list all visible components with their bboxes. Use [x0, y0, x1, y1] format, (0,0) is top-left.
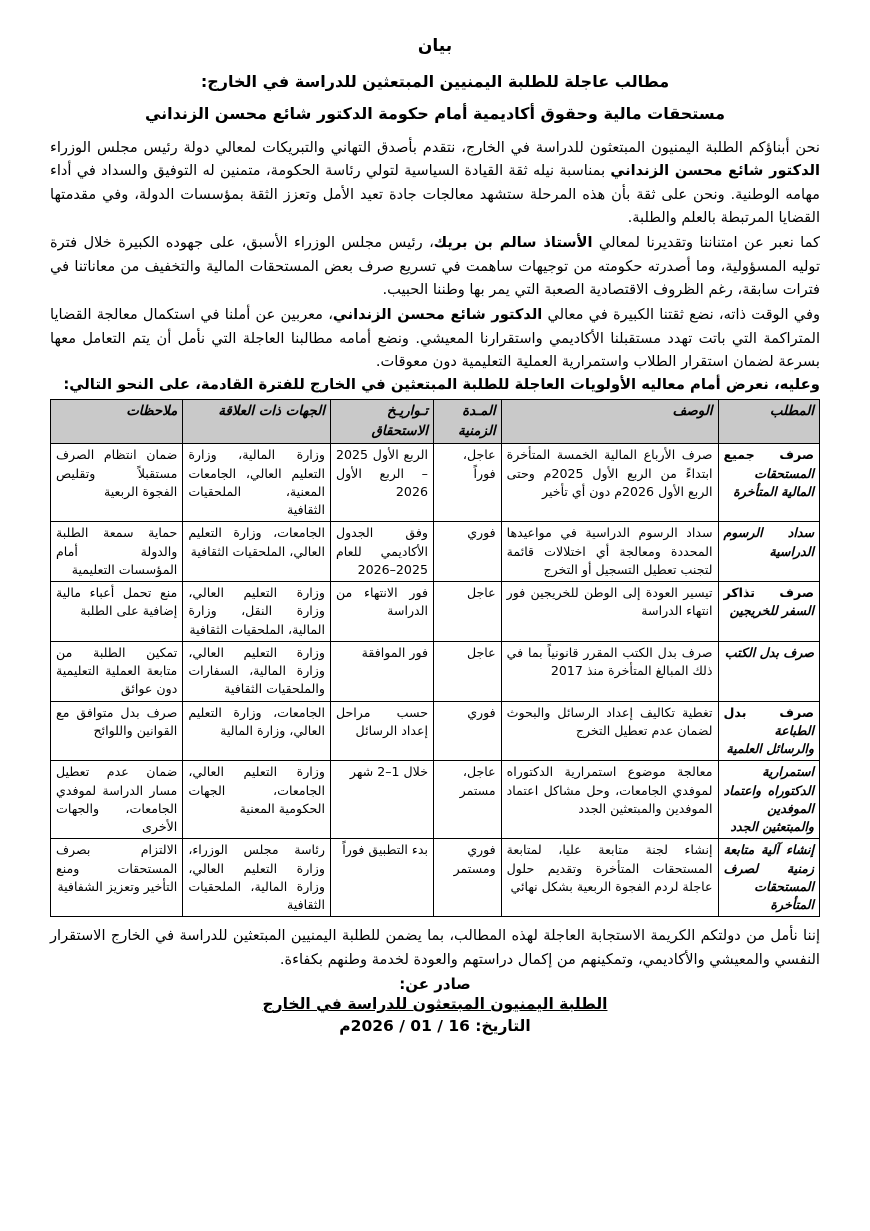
text-segment: الطباعة والرسائل العلمية	[726, 722, 814, 757]
text-segment: نحن أبناؤكم الطلبة اليمنيون المبتعثون للدراسة في الخارج، نتقدم بأصدق التهاني والتبريكات لمعالي دولة رئيس مجلس الوزراء	[50, 139, 820, 156]
cell-tawarikh: فور الانتهاء من الدراسة	[330, 582, 433, 642]
table-body	[51, 444, 820, 917]
cell-wasf: تغطية تكاليف إعداد الرسائل والبحوث لضمان عدم تعطيل التخرج	[501, 701, 718, 761]
issued-by-label: صادر عن:	[399, 975, 471, 993]
cell-tawarikh: فور الموافقة	[330, 641, 433, 701]
cell-mudda: عاجل	[433, 641, 501, 701]
cell-mulahazat: ضمان عدم تعطيل مسار الدراسة لموفدي الجامعات، والجهات الأخرى	[51, 761, 183, 839]
issuer-name: الطلبة اليمنيون المبتعثون للدراسة في الخارج	[262, 995, 608, 1013]
cell-mudda: فوري	[433, 522, 501, 582]
cell-matlab	[718, 641, 820, 701]
cell-jihat: رئاسة مجلس الوزراء، وزارة التعليم العالي، وزارة المالية، الملحقيات الثقافية	[183, 839, 331, 917]
cell-matlab	[718, 582, 820, 642]
cell-wasf: صرف بدل الكتب المقرر قانونياً بما في ذلك المبالغ المتأخرة منذ 2017	[501, 641, 718, 701]
cell-mudda: عاجل	[433, 582, 501, 642]
table-row	[51, 701, 820, 761]
table-row	[51, 522, 820, 582]
date-line: التاريخ: 16 / 01 / 2026م	[339, 1017, 531, 1035]
text-segment: الدكتور شائع محسن الزنداني	[610, 162, 821, 180]
cell-mulahazat: منع تحمل أعباء مالية إضافية على الطلبة	[51, 582, 183, 642]
cell-wasf: صرف الأرباع المالية الخمسة المتأخرة ابتداءً من الربع الأول 2025م وحتى الربع الأول 2026م دون أي تأخير	[501, 444, 718, 522]
table-row	[51, 641, 820, 701]
cell-jihat: وزارة التعليم العالي، الجامعات، الجهات الحكومية المعنية	[183, 761, 331, 839]
text-segment: الأستاذ سالم بن بريك	[433, 234, 593, 252]
statement-title: بيان	[417, 36, 453, 56]
paragraph	[50, 136, 820, 229]
paragraph	[50, 231, 820, 301]
text-segment: ، معربين عن أملنا في استكمال معالجة القضايا المتراكمة التي باتت تهدد مستقبلنا الأكاديمي واستقرارنا المعيشي. ونضع أمامه مطالبنا العاجلة التي نأمل أن يتم التعامل معها بسرعة لضمان استقرار الطلاب واستمرارية العملية التعليمية دون معوقات.	[50, 306, 820, 371]
cell-matlab	[718, 839, 820, 917]
intro-paragraphs	[50, 136, 820, 373]
lead-in-line: وعليه، نعرض أمام معاليه الأولويات العاجلة للطلبة المبتعثين في الخارج للفترة القادمة، على النحو التالي:	[63, 376, 820, 394]
cell-matlab	[718, 444, 820, 522]
cell-tawarikh: الربع الأول 2025 – الربع الأول 2026	[330, 444, 433, 522]
cell-wasf: معالجة موضوع استمرارية الدكتوراه لموفدي الجامعات، وحل مشاكل اعتماد الموفدين والمبتعثين الجدد	[501, 761, 718, 839]
cell-matlab	[718, 522, 820, 582]
cell-mulahazat: حماية سمعة الطلبة والدولة أمام المؤسسات التعليمية	[51, 522, 183, 582]
cell-wasf: تيسير العودة إلى الوطن للخريجين فور انتهاء الدراسة	[501, 582, 718, 642]
cell-matlab	[718, 701, 820, 761]
cell-jihat: وزارة التعليم العالي، وزارة المالية، السفارات والملحقيات الثقافية	[183, 641, 331, 701]
table-header-row	[51, 400, 820, 444]
table-row	[51, 761, 820, 839]
subtitle-line1: مطالب عاجلة للطلبة اليمنيين المبتعثين للدراسة في الخارج:	[200, 72, 670, 91]
text-segment: صرف تذاكر	[723, 585, 814, 601]
cell-jihat: وزارة المالية، وزارة التعليم العالي، الجامعات المعنية، الملحقيات الثقافية	[183, 444, 331, 522]
table-header-wasf: الوصف	[501, 400, 718, 444]
paragraph	[50, 303, 820, 373]
closing-paragraph: إننا نأمل من دولتكم الكريمة الاستجابة العاجلة لهذه المطالب، بما يضمن للطلبة اليمنيين المبتعثين للدراسة في الخارج الاستقرار النفسي والمعيشي والأكاديمي، وتمكينهم من إكمال دراستهم والعودة لخدمة وطنهم بكفاءة.	[50, 927, 820, 968]
text-segment: ، رئيس مجلس الوزراء الأسبق، على جهوده الكبيرة خلال فترة توليه المسؤولية، وما أصدرته حكومته من توجيهات ساهمت في تسريع صرف بعض المستحقات المالية والتخفيف من معاناتنا في فترات سابقة، رغم الظروف الاقتصادية الصعبة التي يمر بها وطننا الحبيب.	[50, 234, 820, 299]
text-segment: المستحقات المالية المتأخرة	[733, 465, 814, 499]
table-header-mulahazat: ملاحظات	[51, 400, 183, 444]
table-header-jihat: الجهات ذات العلاقة	[183, 400, 331, 444]
cell-mudda: فوري	[433, 701, 501, 761]
cell-jihat: وزارة التعليم العالي، وزارة النقل، وزارة المالية، الملحقيات الثقافية	[183, 582, 331, 642]
text-segment: كما نعبر عن امتناننا وتقديرنا لمعالي	[592, 234, 820, 252]
cell-tawarikh: خلال 1–2 شهر	[330, 761, 433, 839]
cell-matlab	[718, 761, 820, 839]
text-segment: الدكتور شائع محسن الزنداني	[332, 306, 543, 324]
table-row	[51, 444, 820, 522]
table-header-tawarikh: تـواريـخ الاستحقاق	[330, 400, 433, 444]
table-header-matlab: المطلب	[718, 400, 820, 444]
cell-mulahazat: تمكين الطلبة من متابعة العملية التعليمية دون عوائق	[51, 641, 183, 701]
text-segment: صرف جميع	[723, 447, 814, 463]
cell-mulahazat: الالتزام بصرف المستحقات ومنع التأخير وتعزيز الشفافية	[51, 839, 183, 917]
cell-tawarikh: حسب مراحل إعداد الرسائل	[330, 701, 433, 761]
table-header-mudda: المـدة الزمنية	[433, 400, 501, 444]
text-segment: سداد الرسوم الدراسية	[723, 525, 814, 559]
cell-tawarikh: بدء التطبيق فوراً	[330, 839, 433, 917]
text-segment: صرف بدل	[723, 704, 814, 720]
cell-mulahazat: صرف بدل متوافق مع القوانين واللوائح	[51, 701, 183, 761]
text-segment: استمرارية الدكتوراه واعتماد الموفدين والمبتعثين الجدد	[723, 764, 814, 835]
table-row	[51, 582, 820, 642]
cell-wasf: سداد الرسوم الدراسية في مواعيدها المحددة ومعالجة أي اختلالات قائمة لتجنب تعطيل التسجيل أو التخرج	[501, 522, 718, 582]
text-segment: صرف بدل الكتب	[724, 644, 814, 660]
subtitle-line2: مستحقات مالية وحقوق أكاديمية أمام حكومة الدكتور شائع محسن الزنداني	[144, 104, 726, 123]
cell-mudda: عاجل، فوراً	[433, 444, 501, 522]
text-segment: وفي الوقت ذاته، نضع ثقتنا الكبيرة في معالي	[542, 306, 820, 324]
cell-mulahazat: ضمان انتظام الصرف مستقبلاً وتقليص الفجوة الربعية	[51, 444, 183, 522]
cell-wasf: إنشاء لجنة متابعة عليا، لمتابعة المستحقات المتأخرة وتقديم حلول عاجلة لردم الفجوة الربعية بشكل نهائي	[501, 839, 718, 917]
cell-mudda: فوري ومستمر	[433, 839, 501, 917]
cell-mudda: عاجل، مستمر	[433, 761, 501, 839]
cell-jihat: الجامعات، وزارة التعليم العالي، وزارة المالية	[183, 701, 331, 761]
demands-table	[50, 399, 820, 917]
text-segment: إنشاء آلية متابعة زمنية لصرف المستحقات المتأخرة	[723, 842, 814, 913]
table-row	[51, 839, 820, 917]
text-segment: بمناسبة نيله ثقة القيادة السياسية لتولي رئاسة الحكومة، متمنين له التوفيق والسداد في أداء مهامه الوطنية. ونحن على ثقة بأن هذه المرحلة ستشهد معالجات جادة تعيد الأمل وتعزز الثقة بمؤسسات الدولة، وفي مقدمتها القضايا المرتبطة بالعلم والطلبة.	[50, 162, 820, 227]
cell-tawarikh: وفق الجدول الأكاديمي للعام 2025–2026	[330, 522, 433, 582]
text-segment: السفر للخريجين	[729, 603, 814, 619]
cell-jihat: الجامعات، وزارة التعليم العالي، الملحقيات الثقافية	[183, 522, 331, 582]
